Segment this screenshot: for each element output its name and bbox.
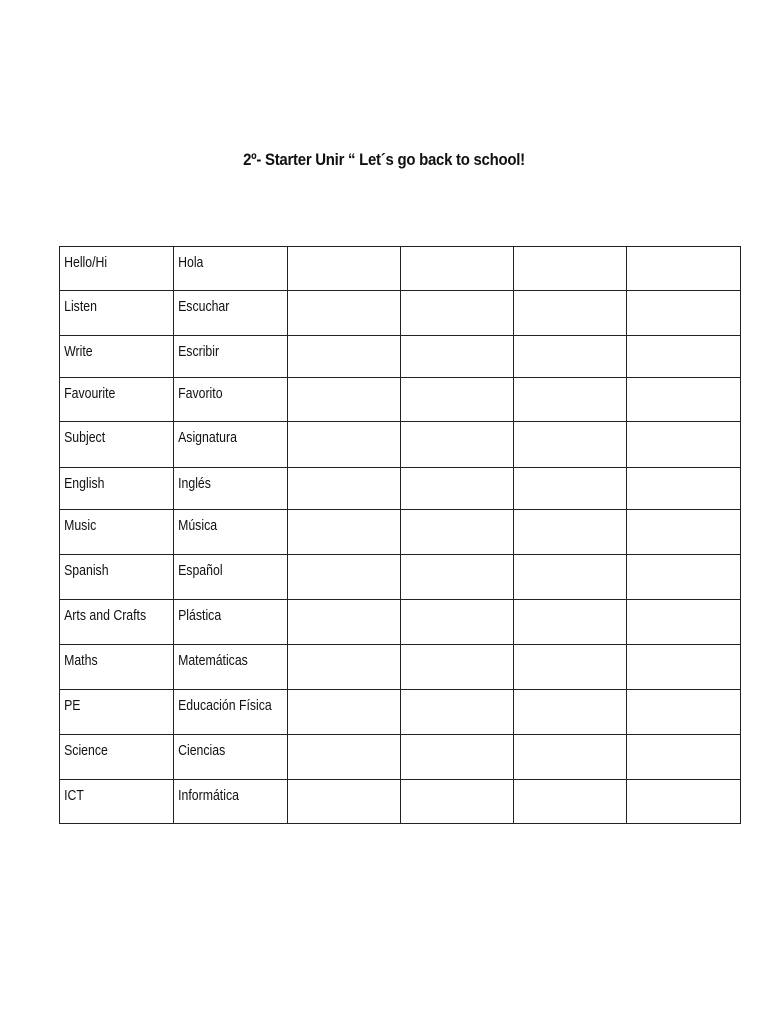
blank-practice-cell bbox=[288, 468, 401, 510]
blank-practice-cell bbox=[288, 378, 401, 422]
blank-practice-cell bbox=[288, 247, 401, 291]
table-row bbox=[60, 645, 741, 690]
spanish-word-cell bbox=[174, 291, 288, 336]
english-word-cell bbox=[60, 735, 174, 780]
spanish-word: Música bbox=[178, 517, 218, 534]
table-row bbox=[60, 378, 741, 422]
blank-practice-cell bbox=[401, 422, 514, 468]
spanish-word: Ciencias bbox=[178, 742, 226, 759]
blank-practice-cell bbox=[288, 422, 401, 468]
blank-practice-cell bbox=[514, 600, 627, 645]
table-row bbox=[60, 247, 741, 291]
blank-practice-cell bbox=[401, 378, 514, 422]
blank-practice-cell bbox=[514, 247, 627, 291]
table-row bbox=[60, 468, 741, 510]
table-row bbox=[60, 690, 741, 735]
table-row bbox=[60, 735, 741, 780]
blank-practice-cell bbox=[627, 422, 741, 468]
english-word-cell bbox=[60, 247, 174, 291]
english-word: PE bbox=[64, 697, 81, 714]
english-word: ICT bbox=[64, 787, 84, 804]
blank-practice-cell bbox=[401, 247, 514, 291]
blank-practice-cell bbox=[514, 422, 627, 468]
spanish-word: Educación Física bbox=[178, 697, 272, 714]
blank-practice-cell bbox=[288, 645, 401, 690]
english-word: Write bbox=[64, 343, 93, 360]
blank-practice-cell bbox=[401, 468, 514, 510]
english-word-cell bbox=[60, 510, 174, 555]
blank-practice-cell bbox=[288, 735, 401, 780]
table-row bbox=[60, 600, 741, 645]
english-word: English bbox=[64, 475, 105, 492]
english-word: Favourite bbox=[64, 385, 116, 402]
blank-practice-cell bbox=[288, 555, 401, 600]
english-word-cell bbox=[60, 291, 174, 336]
blank-practice-cell bbox=[514, 555, 627, 600]
table-row bbox=[60, 291, 741, 336]
blank-practice-cell bbox=[401, 735, 514, 780]
spanish-word: Hola bbox=[178, 254, 204, 271]
english-word-cell bbox=[60, 336, 174, 378]
table-row bbox=[60, 510, 741, 555]
blank-practice-cell bbox=[514, 378, 627, 422]
spanish-word-cell bbox=[174, 600, 288, 645]
spanish-word-cell bbox=[174, 555, 288, 600]
english-word-cell bbox=[60, 600, 174, 645]
blank-practice-cell bbox=[627, 555, 741, 600]
spanish-word-cell bbox=[174, 468, 288, 510]
spanish-word: Matemáticas bbox=[178, 652, 248, 669]
english-word: Listen bbox=[64, 298, 97, 315]
blank-practice-cell bbox=[627, 291, 741, 336]
spanish-word: Escribir bbox=[178, 343, 220, 360]
table-row bbox=[60, 555, 741, 600]
spanish-word: Favorito bbox=[178, 385, 223, 402]
spanish-word: Español bbox=[178, 562, 223, 579]
blank-practice-cell bbox=[627, 780, 741, 824]
spanish-word-cell bbox=[174, 690, 288, 735]
blank-practice-cell bbox=[627, 247, 741, 291]
table-row bbox=[60, 780, 741, 824]
english-word: Science bbox=[64, 742, 108, 759]
spanish-word-cell bbox=[174, 510, 288, 555]
english-word-cell bbox=[60, 690, 174, 735]
blank-practice-cell bbox=[401, 600, 514, 645]
spanish-word-cell bbox=[174, 247, 288, 291]
blank-practice-cell bbox=[401, 555, 514, 600]
vocabulary-table-body bbox=[60, 247, 741, 824]
spanish-word-cell bbox=[174, 422, 288, 468]
blank-practice-cell bbox=[627, 378, 741, 422]
blank-practice-cell bbox=[514, 291, 627, 336]
blank-practice-cell bbox=[514, 690, 627, 735]
english-word-cell bbox=[60, 780, 174, 824]
english-word-cell bbox=[60, 378, 174, 422]
blank-practice-cell bbox=[401, 510, 514, 555]
blank-practice-cell bbox=[514, 510, 627, 555]
spanish-word-cell bbox=[174, 378, 288, 422]
blank-practice-cell bbox=[288, 510, 401, 555]
page-title: 2º- Starter Unir “ Let´s go back to school! bbox=[243, 150, 525, 169]
english-word: Music bbox=[64, 517, 97, 534]
blank-practice-cell bbox=[627, 510, 741, 555]
english-word-cell bbox=[60, 555, 174, 600]
spanish-word: Escuchar bbox=[178, 298, 230, 315]
table-row bbox=[60, 422, 741, 468]
blank-practice-cell bbox=[401, 645, 514, 690]
english-word-cell bbox=[60, 468, 174, 510]
blank-practice-cell bbox=[288, 690, 401, 735]
blank-practice-cell bbox=[288, 600, 401, 645]
blank-practice-cell bbox=[627, 735, 741, 780]
spanish-word-cell bbox=[174, 336, 288, 378]
vocabulary-table bbox=[59, 246, 741, 824]
spanish-word: Asignatura bbox=[178, 429, 237, 446]
spanish-word: Plástica bbox=[178, 607, 222, 624]
english-word: Subject bbox=[64, 429, 106, 446]
english-word: Hello/Hi bbox=[64, 254, 108, 271]
english-word-cell bbox=[60, 645, 174, 690]
blank-practice-cell bbox=[627, 468, 741, 510]
spanish-word-cell bbox=[174, 780, 288, 824]
english-word: Maths bbox=[64, 652, 98, 669]
blank-practice-cell bbox=[288, 291, 401, 336]
spanish-word-cell bbox=[174, 735, 288, 780]
blank-practice-cell bbox=[627, 336, 741, 378]
spanish-word: Inglés bbox=[178, 475, 211, 492]
blank-practice-cell bbox=[401, 336, 514, 378]
blank-practice-cell bbox=[514, 780, 627, 824]
english-word: Arts and Crafts bbox=[64, 607, 147, 624]
blank-practice-cell bbox=[514, 468, 627, 510]
table-row bbox=[60, 336, 741, 378]
blank-practice-cell bbox=[514, 645, 627, 690]
blank-practice-cell bbox=[627, 645, 741, 690]
blank-practice-cell bbox=[288, 336, 401, 378]
blank-practice-cell bbox=[401, 780, 514, 824]
blank-practice-cell bbox=[514, 336, 627, 378]
blank-practice-cell bbox=[288, 780, 401, 824]
blank-practice-cell bbox=[627, 690, 741, 735]
blank-practice-cell bbox=[401, 291, 514, 336]
blank-practice-cell bbox=[514, 735, 627, 780]
blank-practice-cell bbox=[627, 600, 741, 645]
spanish-word-cell bbox=[174, 645, 288, 690]
spanish-word: Informática bbox=[178, 787, 239, 804]
blank-practice-cell bbox=[401, 690, 514, 735]
english-word: Spanish bbox=[64, 562, 109, 579]
english-word-cell bbox=[60, 422, 174, 468]
